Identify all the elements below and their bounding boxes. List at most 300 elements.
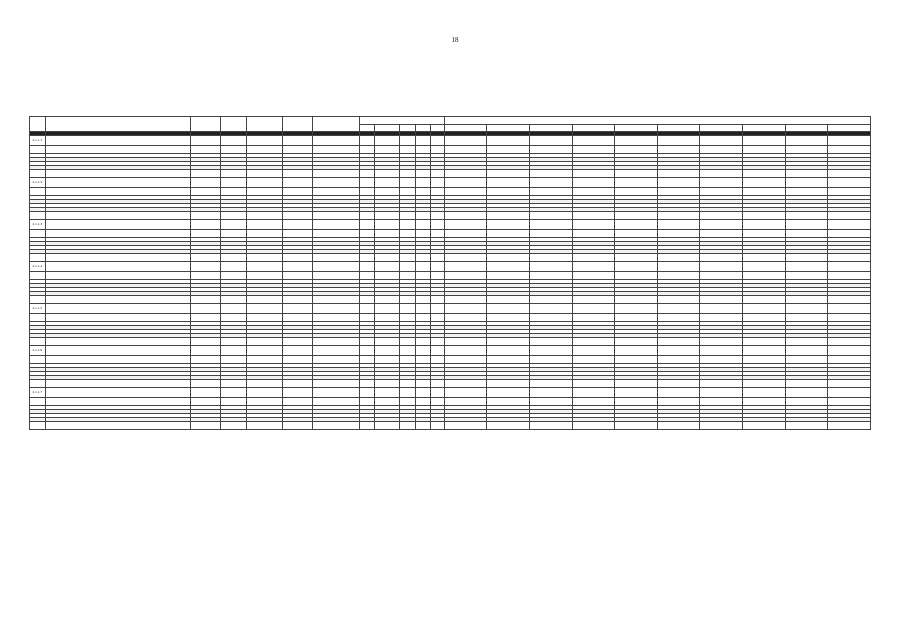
- cell-c10: [399, 188, 415, 196]
- cell-c9: [375, 220, 400, 230]
- row-number: [30, 296, 46, 304]
- cell-y4: [572, 178, 615, 188]
- cell-y1: [444, 220, 487, 230]
- row-number: [30, 254, 46, 262]
- cell-y2: [487, 398, 530, 406]
- cell-y1: [444, 422, 487, 430]
- cell-y8: [742, 136, 785, 146]
- cell-c8: [359, 346, 375, 356]
- cell-c9: [375, 272, 400, 280]
- cell-c12: [431, 136, 444, 146]
- cell-unit: [191, 146, 220, 154]
- table-row-section: [30, 346, 871, 356]
- cell-c9: [375, 356, 400, 364]
- cell-unit: [191, 220, 220, 230]
- cell-y2: [487, 422, 530, 430]
- header-y4: [572, 124, 615, 132]
- cell-total: [828, 254, 871, 262]
- cell-unit: [191, 338, 220, 346]
- cell-exec: [312, 356, 359, 364]
- cell-y5: [615, 304, 658, 314]
- cell-y5: [615, 338, 658, 346]
- cell-c11: [415, 338, 431, 346]
- cell-y5: [615, 422, 658, 430]
- cell-c8: [359, 254, 375, 262]
- cell-y7: [700, 398, 743, 406]
- cell-y9: [785, 220, 828, 230]
- cell-c11: [415, 346, 431, 356]
- cell-y9: [785, 212, 828, 220]
- cell-calc: [247, 272, 283, 280]
- cell-c11: [415, 230, 431, 238]
- cell-term: [283, 346, 312, 356]
- table-row-financing: [30, 314, 871, 322]
- cell-y9: [785, 338, 828, 346]
- cell-c12: [431, 338, 444, 346]
- cell-y4: [572, 272, 615, 280]
- table-row-financing: [30, 146, 871, 154]
- cell-y9: [785, 188, 828, 196]
- cell-y6: [657, 136, 700, 146]
- cell-c8: [359, 170, 375, 178]
- cell-y6: [657, 296, 700, 304]
- cell-total: [828, 220, 871, 230]
- cell-c8: [359, 230, 375, 238]
- cell-unit: [191, 380, 220, 388]
- cell-coeff: [220, 380, 247, 388]
- budget-table-container: [29, 116, 871, 430]
- cell-c11: [415, 254, 431, 262]
- cell-exec: [312, 398, 359, 406]
- cell-y1: [444, 254, 487, 262]
- cell-y3: [529, 230, 572, 238]
- cell-y2: [487, 314, 530, 322]
- cell-c8: [359, 220, 375, 230]
- cell-c11: [415, 188, 431, 196]
- cell-total: [828, 356, 871, 364]
- cell-c10: [399, 422, 415, 430]
- header-c11: [415, 124, 431, 132]
- cell-c11: [415, 212, 431, 220]
- cell-unit: [191, 422, 220, 430]
- cell-c8: [359, 272, 375, 280]
- cell-c10: [399, 178, 415, 188]
- cell-y2: [487, 272, 530, 280]
- cell-c10: [399, 170, 415, 178]
- cell-calc: [247, 170, 283, 178]
- cell-term: [283, 230, 312, 238]
- cell-c10: [399, 346, 415, 356]
- cell-c12: [431, 356, 444, 364]
- cell-term: [283, 422, 312, 430]
- cell-y7: [700, 356, 743, 364]
- cell-y6: [657, 178, 700, 188]
- table-header: [30, 117, 871, 136]
- cell-y6: [657, 304, 700, 314]
- cell-y1: [444, 380, 487, 388]
- cell-y1: [444, 338, 487, 346]
- cell-c12: [431, 178, 444, 188]
- cell-unit: [191, 304, 220, 314]
- cell-coeff: [220, 262, 247, 272]
- cell-y5: [615, 254, 658, 262]
- cell-c11: [415, 272, 431, 280]
- cell-c11: [415, 304, 431, 314]
- cell-c11: [415, 356, 431, 364]
- cell-y1: [444, 304, 487, 314]
- cell-c12: [431, 262, 444, 272]
- cell-y7: [700, 230, 743, 238]
- cell-y3: [529, 178, 572, 188]
- cell-c10: [399, 380, 415, 388]
- cell-c12: [431, 254, 444, 262]
- cell-total: [828, 230, 871, 238]
- cell-total: [828, 296, 871, 304]
- cell-coeff: [220, 212, 247, 220]
- table-row-section: [30, 262, 871, 272]
- cell-term: [283, 170, 312, 178]
- cell-exec: [312, 388, 359, 398]
- cell-c10: [399, 314, 415, 322]
- cell-y7: [700, 254, 743, 262]
- cell-exec: [312, 262, 359, 272]
- header-y8: [742, 124, 785, 132]
- cell-c9: [375, 338, 400, 346]
- cell-y9: [785, 388, 828, 398]
- cell-exec: [312, 304, 359, 314]
- cell-calc: [247, 254, 283, 262]
- cell-y2: [487, 230, 530, 238]
- cell-y3: [529, 170, 572, 178]
- cell-y8: [742, 422, 785, 430]
- cell-coeff: [220, 314, 247, 322]
- cell-c8: [359, 398, 375, 406]
- cell-y6: [657, 230, 700, 238]
- cell-y9: [785, 178, 828, 188]
- cell-y5: [615, 188, 658, 196]
- cell-c10: [399, 212, 415, 220]
- cell-c11: [415, 170, 431, 178]
- cell-unit: [191, 356, 220, 364]
- header-y5: [615, 124, 658, 132]
- cell-y1: [444, 272, 487, 280]
- table-row-section: [30, 136, 871, 146]
- cell-term: [283, 296, 312, 304]
- cell-name: [45, 212, 191, 220]
- cell-exec: [312, 272, 359, 280]
- cell-calc: [247, 262, 283, 272]
- cell-c8: [359, 188, 375, 196]
- cell-c12: [431, 272, 444, 280]
- table-row-financing: [30, 188, 871, 196]
- cell-term: [283, 188, 312, 196]
- cell-y5: [615, 380, 658, 388]
- cell-exec: [312, 230, 359, 238]
- cell-exec: [312, 296, 359, 304]
- cell-y2: [487, 262, 530, 272]
- cell-y4: [572, 388, 615, 398]
- cell-c11: [415, 388, 431, 398]
- row-number: [30, 170, 46, 178]
- table-row-section: [30, 388, 871, 398]
- cell-total: [828, 272, 871, 280]
- cell-y8: [742, 220, 785, 230]
- cell-total: [828, 188, 871, 196]
- cell-c9: [375, 422, 400, 430]
- table-row-indicator: [30, 422, 871, 430]
- row-number: [30, 338, 46, 346]
- cell-y6: [657, 398, 700, 406]
- cell-y5: [615, 230, 658, 238]
- cell-y6: [657, 254, 700, 262]
- header-name: [45, 117, 191, 132]
- cell-coeff: [220, 146, 247, 154]
- header-group-funding: [444, 117, 870, 125]
- cell-c8: [359, 422, 375, 430]
- cell-name: [45, 262, 191, 272]
- cell-y5: [615, 136, 658, 146]
- cell-c8: [359, 136, 375, 146]
- cell-y5: [615, 178, 658, 188]
- cell-c9: [375, 230, 400, 238]
- cell-y4: [572, 314, 615, 322]
- row-number: [30, 398, 46, 406]
- row-number: 2.1.1.4: [30, 262, 46, 272]
- header-total: [828, 124, 871, 132]
- cell-y6: [657, 170, 700, 178]
- cell-coeff: [220, 230, 247, 238]
- cell-y6: [657, 338, 700, 346]
- row-number: [30, 146, 46, 154]
- cell-unit: [191, 388, 220, 398]
- cell-term: [283, 220, 312, 230]
- cell-c12: [431, 314, 444, 322]
- cell-term: [283, 254, 312, 262]
- cell-coeff: [220, 296, 247, 304]
- header-term: [283, 117, 312, 132]
- cell-calc: [247, 388, 283, 398]
- cell-y1: [444, 314, 487, 322]
- cell-y7: [700, 296, 743, 304]
- cell-y4: [572, 254, 615, 262]
- cell-y2: [487, 136, 530, 146]
- cell-coeff: [220, 170, 247, 178]
- cell-coeff: [220, 254, 247, 262]
- cell-c12: [431, 170, 444, 178]
- table-row-indicator: [30, 338, 871, 346]
- table-row-indicator: [30, 380, 871, 388]
- cell-coeff: [220, 346, 247, 356]
- cell-name: [45, 220, 191, 230]
- header-c9: [375, 124, 400, 132]
- cell-y9: [785, 272, 828, 280]
- cell-exec: [312, 136, 359, 146]
- cell-c11: [415, 220, 431, 230]
- cell-c9: [375, 346, 400, 356]
- cell-y8: [742, 188, 785, 196]
- cell-y8: [742, 296, 785, 304]
- cell-name: [45, 356, 191, 364]
- cell-y5: [615, 296, 658, 304]
- cell-c9: [375, 170, 400, 178]
- cell-y4: [572, 188, 615, 196]
- cell-y4: [572, 356, 615, 364]
- cell-c10: [399, 296, 415, 304]
- cell-y5: [615, 314, 658, 322]
- cell-y7: [700, 146, 743, 154]
- cell-y3: [529, 388, 572, 398]
- cell-y5: [615, 388, 658, 398]
- cell-c8: [359, 356, 375, 364]
- cell-c10: [399, 398, 415, 406]
- cell-y4: [572, 398, 615, 406]
- cell-unit: [191, 314, 220, 322]
- cell-term: [283, 388, 312, 398]
- cell-exec: [312, 212, 359, 220]
- cell-y7: [700, 272, 743, 280]
- cell-y1: [444, 296, 487, 304]
- cell-calc: [247, 146, 283, 154]
- cell-y7: [700, 422, 743, 430]
- cell-unit: [191, 296, 220, 304]
- cell-c9: [375, 146, 400, 154]
- cell-total: [828, 398, 871, 406]
- cell-c9: [375, 314, 400, 322]
- cell-y8: [742, 212, 785, 220]
- cell-term: [283, 272, 312, 280]
- cell-unit: [191, 346, 220, 356]
- cell-c10: [399, 254, 415, 262]
- cell-c9: [375, 388, 400, 398]
- cell-total: [828, 178, 871, 188]
- cell-c8: [359, 304, 375, 314]
- cell-y4: [572, 338, 615, 346]
- cell-term: [283, 212, 312, 220]
- cell-y3: [529, 262, 572, 272]
- cell-y5: [615, 212, 658, 220]
- cell-y1: [444, 188, 487, 196]
- cell-calc: [247, 136, 283, 146]
- cell-y2: [487, 188, 530, 196]
- cell-y6: [657, 262, 700, 272]
- cell-y9: [785, 170, 828, 178]
- cell-unit: [191, 136, 220, 146]
- cell-calc: [247, 178, 283, 188]
- cell-calc: [247, 220, 283, 230]
- cell-term: [283, 304, 312, 314]
- cell-y1: [444, 136, 487, 146]
- cell-term: [283, 380, 312, 388]
- header-y3: [529, 124, 572, 132]
- cell-unit: [191, 170, 220, 178]
- cell-c9: [375, 212, 400, 220]
- cell-y2: [487, 380, 530, 388]
- cell-y2: [487, 338, 530, 346]
- cell-y5: [615, 356, 658, 364]
- cell-name: [45, 314, 191, 322]
- cell-y9: [785, 136, 828, 146]
- cell-c12: [431, 388, 444, 398]
- row-number: [30, 314, 46, 322]
- cell-calc: [247, 296, 283, 304]
- cell-calc: [247, 188, 283, 196]
- cell-exec: [312, 170, 359, 178]
- cell-y5: [615, 170, 658, 178]
- cell-y1: [444, 398, 487, 406]
- header-calc: [247, 117, 283, 132]
- cell-calc: [247, 304, 283, 314]
- cell-term: [283, 356, 312, 364]
- cell-y9: [785, 304, 828, 314]
- cell-y8: [742, 388, 785, 398]
- cell-y7: [700, 220, 743, 230]
- cell-y3: [529, 398, 572, 406]
- cell-exec: [312, 338, 359, 346]
- cell-calc: [247, 230, 283, 238]
- cell-c9: [375, 178, 400, 188]
- cell-y2: [487, 178, 530, 188]
- cell-y4: [572, 212, 615, 220]
- cell-y8: [742, 272, 785, 280]
- table-row-financing: [30, 272, 871, 280]
- cell-c12: [431, 296, 444, 304]
- cell-c10: [399, 136, 415, 146]
- cell-exec: [312, 146, 359, 154]
- table-row-indicator: [30, 254, 871, 262]
- cell-c12: [431, 220, 444, 230]
- cell-total: [828, 212, 871, 220]
- cell-exec: [312, 422, 359, 430]
- cell-y9: [785, 346, 828, 356]
- cell-y3: [529, 304, 572, 314]
- cell-y4: [572, 220, 615, 230]
- cell-calc: [247, 422, 283, 430]
- cell-name: [45, 338, 191, 346]
- cell-c11: [415, 296, 431, 304]
- cell-y6: [657, 356, 700, 364]
- cell-y5: [615, 398, 658, 406]
- cell-y2: [487, 220, 530, 230]
- cell-y2: [487, 388, 530, 398]
- cell-c11: [415, 380, 431, 388]
- cell-y9: [785, 422, 828, 430]
- cell-c11: [415, 178, 431, 188]
- cell-coeff: [220, 178, 247, 188]
- cell-y4: [572, 296, 615, 304]
- cell-y8: [742, 262, 785, 272]
- cell-coeff: [220, 188, 247, 196]
- cell-y3: [529, 272, 572, 280]
- cell-y8: [742, 146, 785, 154]
- cell-term: [283, 136, 312, 146]
- cell-y3: [529, 146, 572, 154]
- cell-y3: [529, 314, 572, 322]
- cell-y2: [487, 356, 530, 364]
- table-row-indicator: [30, 296, 871, 304]
- table-row-indicator: [30, 170, 871, 178]
- cell-name: [45, 178, 191, 188]
- cell-c11: [415, 146, 431, 154]
- cell-c9: [375, 136, 400, 146]
- cell-coeff: [220, 272, 247, 280]
- row-number: [30, 272, 46, 280]
- cell-y8: [742, 346, 785, 356]
- cell-y9: [785, 254, 828, 262]
- cell-total: [828, 146, 871, 154]
- cell-name: [45, 388, 191, 398]
- header-group-targets: [359, 117, 444, 125]
- cell-name: [45, 296, 191, 304]
